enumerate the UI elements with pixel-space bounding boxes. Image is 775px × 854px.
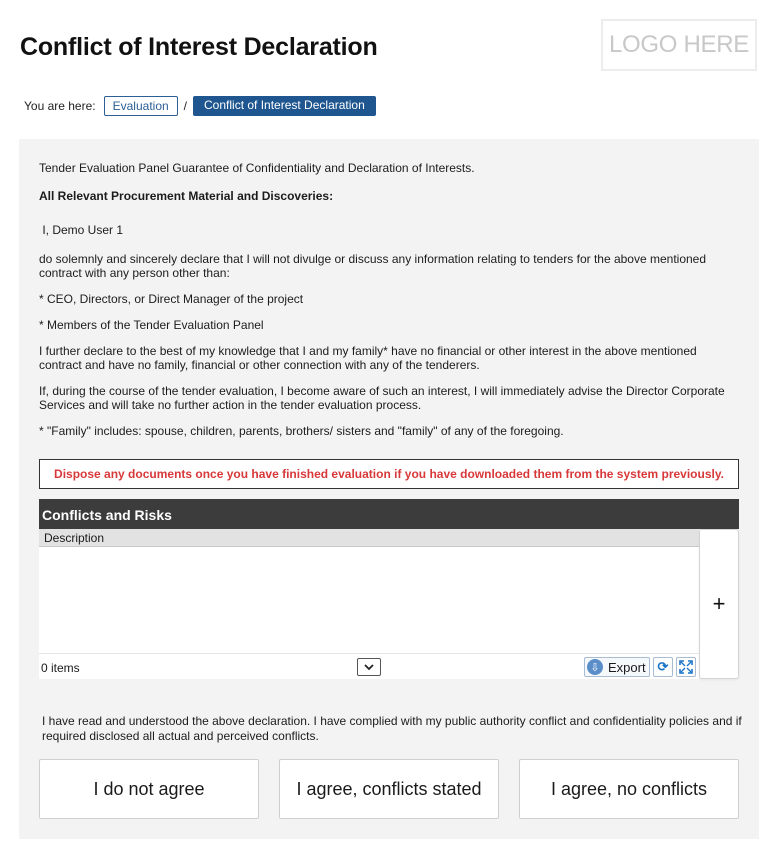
breadcrumb-prefix: You are here:	[24, 99, 96, 113]
refresh-icon: ⟳	[657, 659, 669, 674]
grid-column-description[interactable]: Description	[39, 529, 699, 547]
logo-placeholder: LOGO HERE	[601, 19, 757, 71]
declaration-heading: All Relevant Procurement Material and Discoveries:	[39, 189, 334, 203]
breadcrumb-separator: /	[183, 99, 188, 113]
chevron-down-icon	[364, 664, 374, 671]
declaration-user-line: I, Demo User 1	[39, 223, 124, 237]
declaration-paragraph-1: do solemnly and sincerely declare that I will not divulge or discuss any information relating to tenders for the above mentioned contract with any person other than:	[39, 252, 707, 280]
breadcrumb	[24, 96, 376, 116]
export-label: Export	[608, 659, 646, 675]
declaration-paragraph-3: If, during the course of the tender evaluation, I become aware of such an interest, I will immediately advise the Director Corporate Services and will take no further action in the tender evaluation process.	[39, 384, 725, 412]
declaration-intro: Tender Evaluation Panel Guarantee of Confidentiality and Declaration of Interests.	[39, 161, 475, 175]
declaration-paragraph-2: I further declare to the best of my knowledge that I and my family* have no financial or other interest in the above mentioned contract and have no family, financial or other connection with any of the tenderers.	[39, 344, 697, 372]
expand-icon	[679, 660, 693, 674]
declaration-text	[39, 161, 739, 438]
declaration-bullet-2: * Members of the Tender Evaluation Panel	[39, 318, 264, 332]
agree-no-conflicts-button[interactable]: I agree, no conflicts	[519, 759, 739, 819]
breadcrumb-link-evaluation[interactable]: Evaluation	[104, 96, 178, 116]
download-icon: ⇩	[587, 659, 603, 675]
acknowledgement-text: I have read and understood the above declaration. I have complied with my public authority conflict and confidentiality policies and if required disclosed all actual and perceived conflicts.	[42, 714, 742, 743]
grid-item-count: 0 items	[41, 661, 80, 675]
grid-footer	[39, 653, 699, 679]
export-button[interactable]	[584, 657, 650, 677]
page-title: Conflict of Interest Declaration	[20, 33, 378, 61]
conflicts-grid	[39, 499, 739, 679]
declaration-bullet-1: * CEO, Directors, or Direct Manager of the project	[39, 292, 304, 306]
add-conflict-button[interactable]: +	[699, 529, 739, 679]
agree-conflicts-stated-button[interactable]: I agree, conflicts stated	[279, 759, 499, 819]
breadcrumb-current: Conflict of Interest Declaration	[193, 96, 376, 116]
grid-title: Conflicts and Risks	[39, 499, 739, 529]
disagree-button[interactable]: I do not agree	[39, 759, 259, 819]
fullscreen-button[interactable]	[676, 657, 696, 677]
declaration-footnote: * "Family" includes: spouse, children, parents, brothers/ sisters and "family" of any of the foregoing.	[39, 424, 564, 438]
grid-body	[39, 547, 699, 653]
warning-banner: Dispose any documents once you have finished evaluation if you have downloaded them from the system previously.	[39, 459, 739, 489]
refresh-button[interactable]	[653, 657, 673, 677]
page-size-select[interactable]	[357, 658, 381, 676]
declaration-panel	[19, 139, 759, 839]
